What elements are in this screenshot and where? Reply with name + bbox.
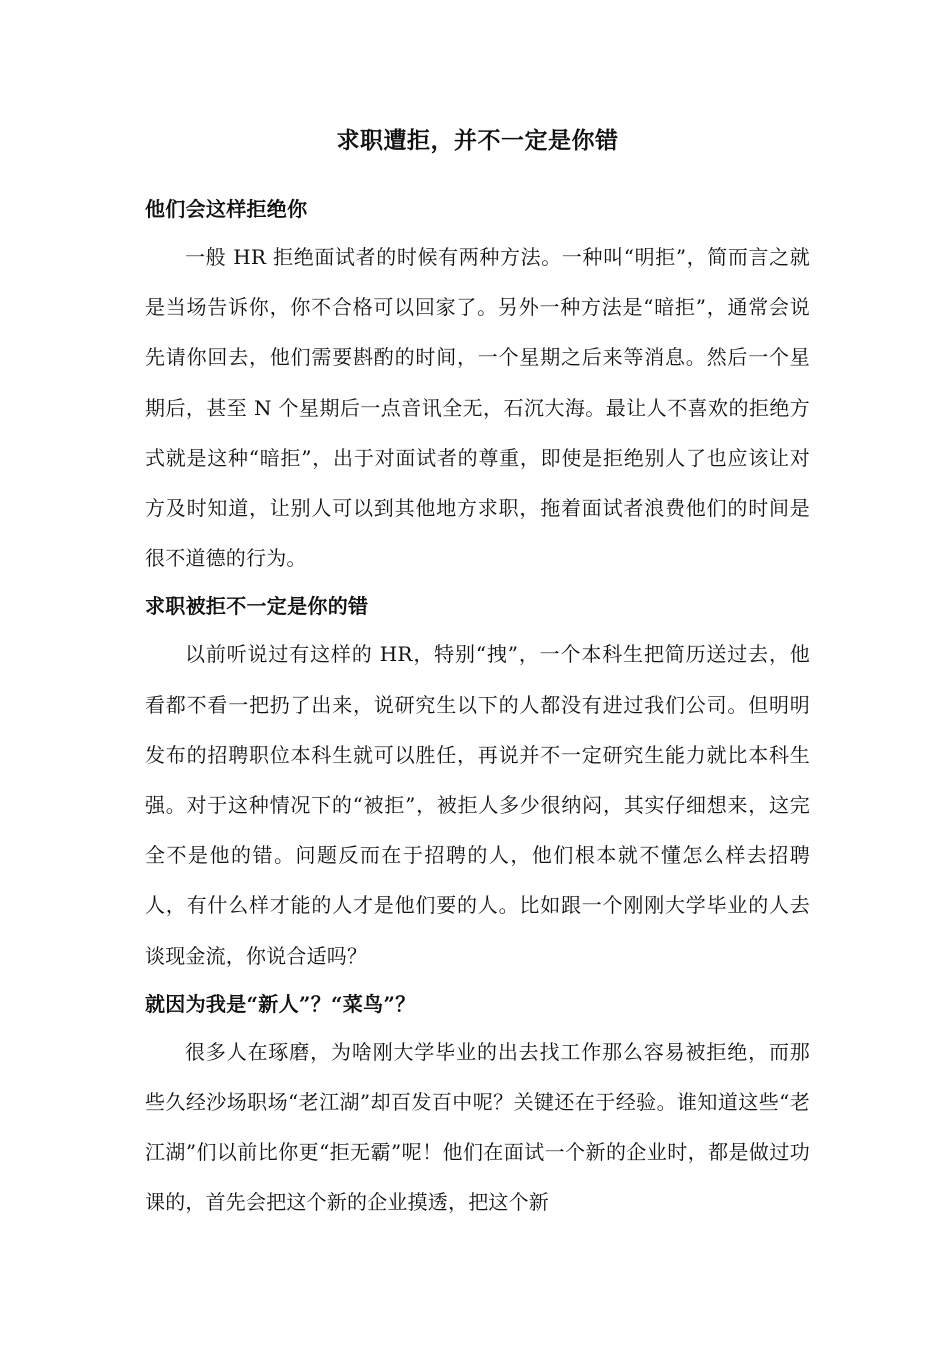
section-heading: 他们会这样拒绝你 (145, 197, 308, 221)
section-heading: 就因为我是“新人”？“菜鸟”？ (145, 991, 416, 1016)
document-body (145, 118, 810, 1228)
section-not-your-fault (145, 583, 810, 980)
document-title: 求职遭拒，并不一定是你错 (336, 127, 619, 154)
section-newcomer (145, 981, 810, 1228)
section-paragraph: 以前听说过有这样的 HR，特别“拽”，一个本科生把简历送过去，他看都不看一把扔了出来，说研究生以下的人都没有进过我们公司。但明明发布的招聘职位本科生就可以胜任，再说并不一定研究生能力就比本科生强。对于这种情况下的“被拒”，被拒人多少很纳闷，其实仔细想来，这完全不是他的错。问题反而在于招聘的人，他们根本就不懂怎么样去招聘人，有什么样才能的人才是他们要的人。比如跟一个刚刚大学毕业的人去谈现金流，你说合适吗？ (145, 642, 810, 968)
section-paragraph: 一般 HR 拒绝面试者的时候有两种方法。一种叫“明拒”，简而言之就是当场告诉你，你不合格可以回家了。另外一种方法是“暗拒”，通常会说先请你回去，他们需要斟酌的时间，一个星期之后来等消息。然后一个星期后，甚至 N 个星期后一点音讯全无，石沉大海。最让人不喜欢的拒绝方式就是这种“暗拒”，出于对面试者的尊重，即使是拒绝别人了也应该让对方及时知道，让别人可以到其他地方求职，拖着面试者浪费他们的时间是很不道德的行为。 (145, 245, 810, 571)
section-paragraph: 很多人在琢磨，为啥刚大学毕业的出去找工作那么容易被拒绝，而那些久经沙场职场“老江湖”却百发百中呢？关键还在于经验。谁知道这些“老江湖”们以前比你更“拒无霸”呢！他们在面试一个新的企业时，都是做过功课的，首先会把这个新的企业摸透，把这个新 (145, 1039, 810, 1215)
section-rejection-methods (145, 186, 810, 583)
section-heading: 求职被拒不一定是你的错 (145, 594, 369, 619)
